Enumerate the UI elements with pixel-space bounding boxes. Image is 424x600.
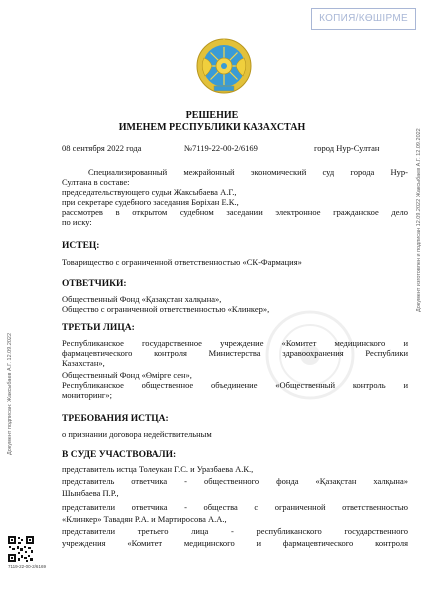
claims-heading: ТРЕБОВАНИЯ ИСТЦА: [62,414,169,424]
participant-line: представители третьего лица - республиканского государственного [62,526,408,536]
plaintiff-heading: ИСТЕЦ: [62,241,100,251]
defendant-line: Общество с ограниченной ответственностью «Клинкер», [62,304,270,314]
intro-line: Специализированный межрайонный экономический суд города Нур- [88,167,408,177]
decision-subtitle: ИМЕНЕМ РЕСПУБЛИКИ КАЗАХСТАН [118,122,306,133]
third-party-line: Казахстан», [62,358,105,368]
third-party-line: Общественный Фонд «Өмірге сен», [62,370,192,380]
third-party-line: фармацевтического контроля Министерства здравоохранения Республики [62,348,408,358]
third-party-line: Республиканское государственное учреждение «Комитет медицинского и [62,338,408,348]
participant-line: представитель истца Толеукан Г.С. и Уразбаева А.К., [62,464,254,474]
case-number: №7119-22-00-2/6169 [184,143,258,153]
defendant-line: Общественный Фонд «Қазақстан халқына», [62,294,222,304]
participant-line: учреждения «Комитет медицинского и фармацевтического контроля [62,538,408,548]
qr-code-icon [8,536,34,562]
kazakhstan-emblem-icon [196,38,252,94]
signature-note-right: Документ изготовлен и подписан 12.09.2022 Жаксыбаев А.Г. 12.09.2022 [416,128,422,312]
participant-line: Шынбаева П.Р., [62,488,119,498]
intro-line: при секретаре судебного заседания Бөріхан Е.К., [62,197,239,207]
intro-line: по иску: [62,217,92,227]
intro-line: Султана в составе: [62,177,130,187]
qr-code-caption: 7119-22-00-2/6169 [8,564,46,569]
decision-title: РЕШЕНИЕ [185,110,239,121]
participants-heading: В СУДЕ УЧАСТВОВАЛИ: [62,450,177,460]
third-party-line: Республиканское общественное объединение «Общественный контроль и [62,380,408,390]
intro-line: рассмотрев в открытом судебном заседании электронное гражданское дело [62,207,408,217]
participant-line: представители ответчика - общества с ограниченной ответственностью [62,502,408,512]
plaintiff-line: Товарищество с ограниченной ответственностью «СК-Фармация» [62,257,302,267]
intro-line: председательствующего судьи Жаксыбаева А.Г., [62,187,237,197]
signature-note-left: Документ подписан: Жаксыбаев А.Г. 12.09.2022 [7,332,13,455]
participant-line: представитель ответчика - общественного фонда «Қазақстан халқына» [62,476,408,486]
third-parties-heading: ТРЕТЬИ ЛИЦА: [62,323,135,333]
claims-line: о признании договора недействительным [62,429,212,439]
defendants-heading: ОТВЕТЧИКИ: [62,279,127,289]
third-party-line: мониторинг»; [62,390,113,400]
decision-city: город Нур-Султан [314,143,380,153]
participant-line: «Клинкер» Тавадян Р.А. и Мартиросова А.А., [62,514,227,524]
decision-date: 08 сентября 2022 года [62,143,142,153]
copy-stamp: КОПИЯ/КӨШІРМЕ [311,8,416,30]
